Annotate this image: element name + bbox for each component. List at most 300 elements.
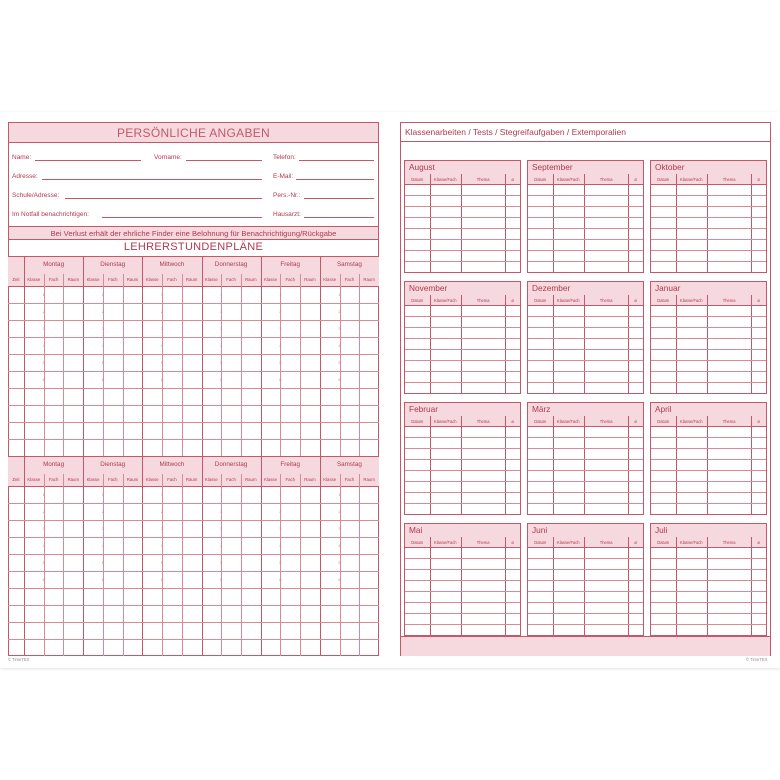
period-number: 1: [42, 491, 45, 497]
month-subheader: [405, 537, 520, 548]
month-row-line: [405, 613, 520, 614]
month-row-line: [651, 316, 766, 317]
month-col-divider: [676, 295, 677, 393]
subcol-label: Raum: [304, 477, 316, 482]
schule-label: Schule/Adresse:: [12, 192, 60, 199]
subcol-label: Fach: [167, 477, 177, 482]
month-col-label: Datum: [534, 297, 547, 303]
month-row-line: [651, 613, 766, 614]
adresse-label: Adresse:: [12, 173, 38, 180]
period-number: 2: [160, 508, 164, 514]
month-row-line: [651, 569, 766, 570]
month-col-divider: [751, 174, 752, 272]
subcol-label: Fach: [285, 477, 296, 482]
month-name: Februar: [409, 404, 439, 414]
period-number: 6: [220, 576, 223, 582]
right-page: [400, 122, 771, 662]
period-number: 4: [338, 342, 341, 348]
month-row-line: [651, 239, 766, 240]
month-subheader: [528, 295, 643, 306]
email-line[interactable]: [296, 179, 374, 180]
period-number: 2: [279, 508, 282, 514]
month-col-divider: [628, 537, 629, 635]
subcol-label: Raum: [126, 277, 139, 282]
row-line: [8, 405, 379, 406]
subcol-divider: [162, 474, 163, 656]
month-row-line: [405, 470, 520, 471]
month-col-label: ø: [634, 539, 637, 545]
name-line[interactable]: [35, 160, 141, 161]
month-row-line: [405, 217, 520, 218]
subcol-label: Fach: [48, 477, 59, 482]
month-subheader: [405, 295, 520, 306]
subcol-label: Raum: [185, 277, 198, 282]
month-col-divider: [584, 174, 585, 272]
month-row-line: [528, 316, 643, 317]
month-row-line: [405, 360, 520, 361]
month-row-line: [528, 250, 643, 251]
month-subheader: [651, 174, 766, 185]
month-row-line: [651, 558, 766, 559]
month-row-line: [651, 492, 766, 493]
month-row-line: [528, 382, 643, 383]
month-row-line: [528, 580, 643, 581]
month-row-line: [405, 437, 520, 438]
month-col-divider: [707, 537, 708, 635]
month-col-label: ø: [757, 418, 760, 424]
month-row-line: [651, 250, 766, 251]
subcol-divider: [44, 274, 45, 456]
timetable-1: [8, 256, 379, 456]
month-col-divider: [584, 295, 585, 393]
period-number: 4: [101, 342, 104, 348]
month-row-line: [528, 481, 643, 482]
day-label: Mittwoch: [159, 461, 185, 468]
month-subheader: [651, 295, 766, 306]
month-col-label: Thema: [599, 418, 613, 424]
month-subheader: [651, 416, 766, 427]
day-label: Mittwoch: [159, 261, 185, 268]
month-table: [404, 523, 521, 636]
months-grid: [400, 122, 771, 656]
schule-line[interactable]: [65, 198, 262, 199]
row-line: [8, 588, 379, 589]
month-col-label: ø: [634, 176, 637, 182]
month-row-line: [528, 591, 643, 592]
subcol-divider: [103, 474, 104, 656]
day-label: Dienstag: [100, 261, 126, 268]
month-col-label: Datum: [657, 176, 670, 182]
subcol-divider: [340, 274, 341, 456]
row-line: [8, 354, 379, 355]
subcol-label: Fach: [344, 277, 355, 282]
personal-info-title: PERSÖNLICHE ANGABEN: [116, 126, 271, 140]
period-number: 2: [279, 308, 282, 314]
month-col-label: Datum: [411, 297, 424, 303]
month-col-label: Thema: [476, 297, 490, 303]
period-number: 6: [279, 576, 282, 582]
subcol-divider: [241, 274, 242, 456]
month-row-line: [528, 206, 643, 207]
subcol-label: Klasse: [145, 277, 159, 282]
month-row-line: [405, 349, 520, 350]
vorname-label: Vorname:: [154, 154, 182, 161]
period-number: 2: [338, 308, 341, 314]
month-col-label: ø: [511, 176, 514, 182]
period-number: 4: [220, 542, 223, 548]
month-col-divider: [553, 537, 554, 635]
subcol-label: Klasse: [264, 277, 277, 282]
subcol-divider: [280, 474, 281, 656]
month-name: Oktober: [655, 162, 685, 172]
subcol-label: Klasse: [323, 277, 337, 282]
month-row-line: [528, 239, 643, 240]
left-footnote: © TimeTEX: [8, 657, 30, 662]
period-number: 5: [338, 359, 341, 365]
subcol-divider: [182, 474, 183, 656]
subcol-label: Klasse: [204, 277, 218, 282]
month-col-label: Klasse/Fach: [434, 539, 457, 545]
month-row-line: [405, 327, 520, 328]
month-subheader: [651, 537, 766, 548]
subcol-label: Raum: [363, 277, 375, 282]
month-row-line: [528, 503, 643, 504]
period-number: 1: [42, 291, 45, 297]
month-col-divider: [505, 416, 506, 514]
month-row-line: [405, 228, 520, 229]
month-row-line: [405, 338, 520, 339]
month-row-line: [405, 459, 520, 460]
subcol-label: Fach: [167, 277, 177, 282]
month-col-divider: [707, 295, 708, 393]
telefon-line[interactable]: [299, 160, 374, 161]
month-table: [404, 281, 521, 394]
row-line: [8, 503, 379, 504]
month-row-line: [651, 470, 766, 471]
period-number: 1: [220, 491, 223, 497]
day-label: Montag: [43, 461, 65, 468]
subcol-divider: [103, 274, 104, 456]
month-col-label: ø: [634, 297, 637, 303]
period-number: 5: [220, 359, 223, 365]
month-col-divider: [430, 295, 431, 393]
subcol-label: Klasse: [27, 277, 41, 282]
zeit-label: Zeit: [12, 277, 20, 282]
month-row-line: [528, 228, 643, 229]
period-number: 3: [279, 325, 282, 331]
month-col-label: Thema: [599, 297, 613, 303]
month-row-line: [651, 371, 766, 372]
period-number: 1: [160, 291, 164, 297]
day-label: Donnerstag: [214, 261, 248, 268]
month-col-divider: [584, 416, 585, 514]
subcol-divider: [44, 474, 45, 656]
month-row-line: [651, 195, 766, 196]
month-subheader: [405, 174, 520, 185]
month-row-line: [405, 448, 520, 449]
month-col-label: Thema: [722, 297, 736, 303]
row-line: [8, 520, 379, 521]
month-row-line: [651, 327, 766, 328]
period-number: 2: [101, 508, 104, 514]
row-line: [8, 303, 379, 304]
day-divider: [24, 456, 25, 656]
day-divider: [142, 456, 143, 656]
period-number: 6: [42, 576, 45, 582]
month-col-divider: [553, 416, 554, 514]
period-number: 4: [220, 342, 223, 348]
telefon-label: Telefon:: [273, 154, 296, 161]
month-row-line: [405, 503, 520, 504]
month-col-divider: [505, 174, 506, 272]
month-row-line: [651, 349, 766, 350]
month-row-line: [405, 239, 520, 240]
day-label: Freitag: [280, 261, 301, 268]
period-number: 2: [220, 308, 223, 314]
month-col-label: Thema: [722, 539, 736, 545]
month-row-line: [651, 481, 766, 482]
day-divider: [83, 456, 84, 656]
month-col-divider: [461, 416, 462, 514]
month-col-divider: [553, 174, 554, 272]
period-number: 4: [279, 342, 282, 348]
month-col-divider: [751, 295, 752, 393]
zeit-label: Zeit: [12, 477, 20, 482]
period-number: 3: [279, 525, 282, 531]
month-col-label: ø: [511, 539, 514, 545]
month-col-label: Datum: [657, 539, 670, 545]
subcol-label: Fach: [107, 277, 118, 282]
subcol-label: Klasse: [323, 477, 337, 482]
exams-title: Klassenarbeiten / Tests / Stegreifaufgaben / Extemporalien: [405, 127, 626, 137]
notice-bar: [9, 226, 378, 240]
period-number: 4: [160, 542, 164, 548]
month-col-label: Klasse/Fach: [680, 176, 703, 182]
period-number: 5: [338, 559, 341, 565]
month-table: [650, 402, 767, 515]
period-number: 2: [42, 308, 45, 314]
month-row-line: [405, 624, 520, 625]
period-number: 6: [160, 376, 164, 382]
period-number: 6: [220, 376, 223, 382]
month-table: [527, 523, 644, 636]
month-col-label: Thema: [476, 176, 490, 182]
period-number: 1: [279, 291, 282, 297]
subcol-label: Fach: [48, 277, 59, 282]
period-number: 1: [279, 491, 282, 497]
month-subheader: [528, 174, 643, 185]
hausarzt-label: Hausarzt:: [273, 211, 301, 218]
day-label: Samstag: [336, 261, 362, 268]
month-col-divider: [707, 416, 708, 514]
subcol-label: Raum: [185, 477, 198, 482]
period-number: 6: [42, 376, 45, 382]
month-col-label: Klasse/Fach: [434, 297, 457, 303]
month-col-label: Thema: [722, 418, 736, 424]
subcol-divider: [300, 274, 301, 456]
month-table: [404, 160, 521, 273]
subcol-label: Raum: [126, 477, 139, 482]
month-col-label: Thema: [722, 176, 736, 182]
name-label: Name:: [12, 154, 32, 161]
period-number: 3: [220, 325, 223, 331]
subcol-label: Klasse: [145, 477, 159, 482]
subcol-label: Raum: [245, 477, 257, 482]
row-line: [8, 337, 379, 338]
subcol-divider: [63, 274, 64, 456]
month-table: [527, 160, 644, 273]
persnr-label: Pers.-Nr.:: [273, 192, 301, 199]
month-col-divider: [461, 295, 462, 393]
period-number: 3: [338, 325, 341, 331]
day-label: Donnerstag: [214, 461, 248, 468]
period-number: 2: [220, 508, 223, 514]
month-name: Juli: [655, 525, 668, 535]
month-row-line: [528, 217, 643, 218]
persnr-line[interactable]: [304, 198, 374, 199]
month-row-line: [528, 437, 643, 438]
period-number: 3: [42, 525, 45, 531]
month-row-line: [405, 371, 520, 372]
month-col-label: ø: [757, 297, 760, 303]
period-number: 5: [160, 559, 164, 565]
month-subheader: [528, 416, 643, 427]
subcol-label: Raum: [67, 477, 80, 482]
month-col-divider: [430, 174, 431, 272]
month-table: [650, 281, 767, 394]
month-subheader: [528, 537, 643, 548]
period-number: 6: [338, 576, 341, 582]
month-row-line: [405, 569, 520, 570]
month-row-line: [651, 503, 766, 504]
day-divider: [261, 256, 262, 456]
subcol-divider: [221, 274, 222, 456]
month-row-line: [528, 195, 643, 196]
month-row-line: [528, 624, 643, 625]
month-name: August: [409, 162, 435, 172]
row-line: [8, 554, 379, 555]
subcol-divider: [182, 274, 183, 456]
month-row-line: [405, 591, 520, 592]
month-name: September: [532, 162, 573, 172]
month-col-divider: [628, 416, 629, 514]
planner-spread: [0, 112, 780, 668]
hausarzt-line[interactable]: [304, 217, 374, 218]
period-number: 4: [42, 342, 45, 348]
personal-info-header: [9, 123, 378, 143]
row-line: [8, 537, 379, 538]
timetable-2: [8, 456, 379, 656]
period-number: 4: [279, 542, 282, 548]
right-footnote: © TimeTEX: [746, 657, 768, 662]
subcol-divider: [340, 474, 341, 656]
month-col-label: Datum: [534, 539, 547, 545]
day-divider: [202, 256, 203, 456]
period-number: 2: [338, 508, 341, 514]
month-row-line: [651, 448, 766, 449]
period-number: 4: [160, 342, 164, 348]
month-col-label: Datum: [411, 539, 424, 545]
period-number: 5: [160, 359, 164, 365]
month-row-line: [651, 459, 766, 460]
subcol-divider: [241, 474, 242, 656]
month-row-line: [651, 206, 766, 207]
month-row-line: [405, 558, 520, 559]
period-number: 3: [160, 325, 164, 331]
period-number: 5: [42, 559, 45, 565]
day-divider: [320, 256, 321, 456]
month-row-line: [528, 360, 643, 361]
row-line: [8, 605, 379, 606]
month-name: Dezember: [532, 283, 571, 293]
subcol-label: Klasse: [86, 277, 100, 282]
subcol-divider: [359, 474, 360, 656]
month-col-label: Datum: [657, 418, 670, 424]
month-col-label: ø: [757, 176, 760, 182]
month-col-label: Klasse/Fach: [680, 539, 703, 545]
month-col-divider: [430, 537, 431, 635]
month-col-divider: [676, 174, 677, 272]
subcol-divider: [162, 274, 163, 456]
month-col-divider: [553, 295, 554, 393]
day-label: Dienstag: [100, 461, 126, 468]
month-row-line: [651, 217, 766, 218]
month-row-line: [528, 470, 643, 471]
month-col-label: ø: [511, 418, 514, 424]
month-row-line: [405, 261, 520, 262]
month-table: [527, 402, 644, 515]
vorname-line[interactable]: [186, 160, 262, 161]
month-row-line: [528, 327, 643, 328]
period-number: 1: [101, 491, 104, 497]
subcol-divider: [359, 274, 360, 456]
month-row-line: [405, 602, 520, 603]
period-number: 1: [338, 491, 341, 497]
period-number: 4: [42, 542, 45, 548]
day-divider: [320, 456, 321, 656]
day-divider: [83, 256, 84, 456]
period-number: 2: [101, 308, 104, 314]
month-row-line: [651, 591, 766, 592]
month-row-line: [405, 195, 520, 196]
month-col-divider: [628, 174, 629, 272]
adresse-line[interactable]: [42, 179, 262, 180]
row-line: [8, 320, 379, 321]
row-line: [8, 422, 379, 423]
notfall-line[interactable]: [102, 217, 262, 218]
period-number: 3: [338, 525, 341, 531]
email-label: E-Mail:: [273, 173, 294, 180]
day-divider: [24, 256, 25, 456]
month-col-label: Klasse/Fach: [434, 418, 457, 424]
day-label: Montag: [43, 261, 65, 268]
month-row-line: [528, 371, 643, 372]
month-row-line: [651, 580, 766, 581]
period-number: 3: [160, 525, 164, 531]
day-divider: [202, 456, 203, 656]
month-col-divider: [707, 174, 708, 272]
notice-text: Bei Verlust erhält der ehrliche Finder eine Belohnung für Benachrichtigung/Rückgabe: [50, 228, 337, 238]
period-number: 3: [101, 525, 104, 531]
period-number: 5: [279, 359, 282, 365]
subcol-divider: [280, 274, 281, 456]
period-number: 5: [101, 359, 104, 365]
row-line: [8, 371, 379, 372]
month-col-label: ø: [634, 418, 637, 424]
exams-footer-band: [401, 636, 770, 656]
month-col-divider: [584, 537, 585, 635]
month-row-line: [651, 382, 766, 383]
